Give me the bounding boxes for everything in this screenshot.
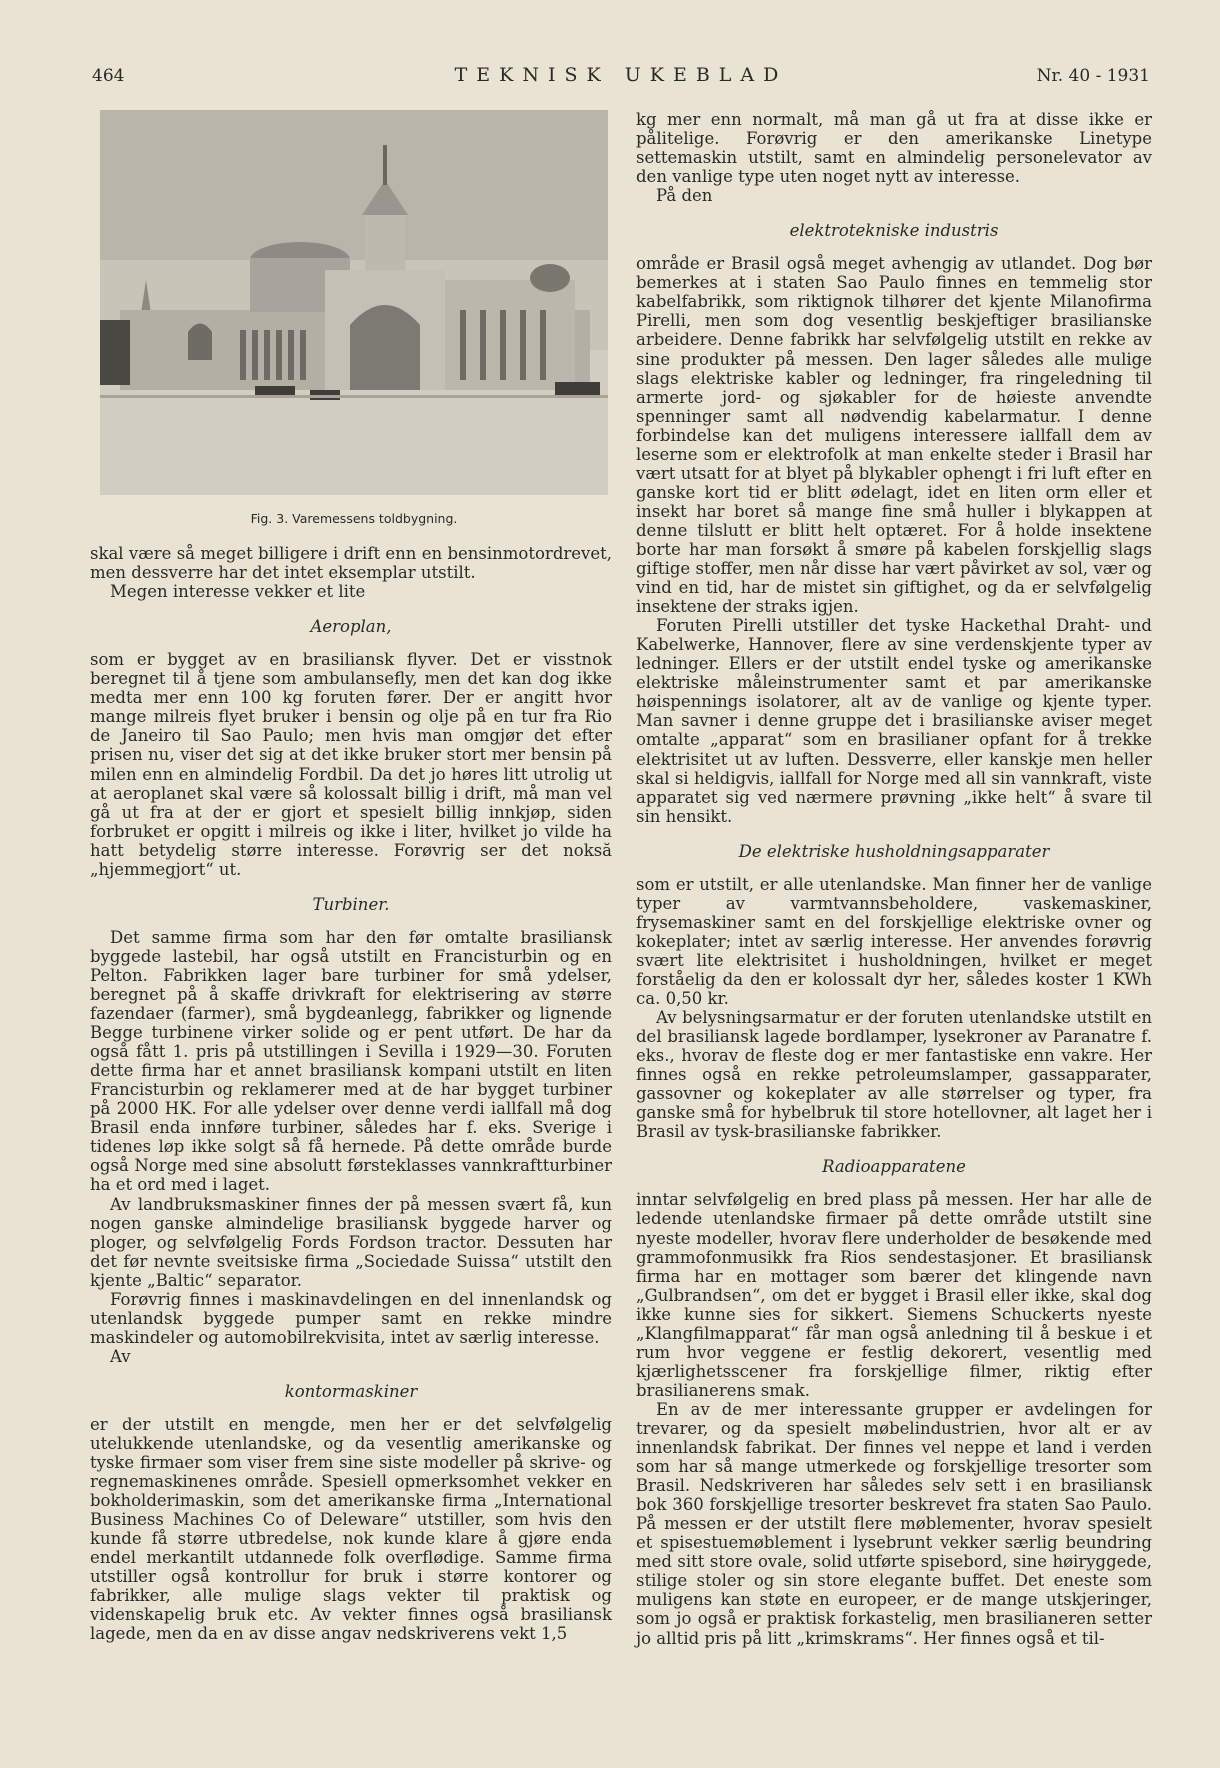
paragraph: område er Brasil også meget avhengig av utlandet. Dog bør bemerkes at i staten Sao Paulo finnes en temmelig stor kabelfabrikk, som riktignok tilhører det kjente Milanofirma Pirelli, men som dog vesentlig beskjeftiger brasilianske arbeidere. Denne fabrikk har selvfølgelig utstilt en rekke av sine produkter på messen. Den lager således alle mulige slags elektriske kabler og ledninger, fra ringeledning til armerte jord- og sjøkabler for de høieste anvendte spenninger samt all nødvendig kabelarmatur. I denne forbindelse kan det muligens interessere iallfall dem av leserne som er elektrofolk at man enkelte steder i Brasil har vært utsatt for at blyet på blykabler ophengt i fri luft efter en ganske kort tid er blitt ødelagt, idet en liten orm eller et insekt har boret så mange fine små huller i blykappen at denne tilslutt er blitt helt optæret. For å holde insektene borte har man forsøkt å smøre på kabelen forskjellig slags giftige stoffer, men når disse har vært påvirket av sol, vær og vind en tid, har de mistet sin giftighet, og da er selvfølgelig insektene der straks igjen.	[636, 254, 1152, 617]
paragraph: Megen interesse vekker et lite	[110, 582, 366, 602]
paragraph: inntar selvfølgelig en bred plass på messen. Her har alle de ledende utenlandske firmaer på dette område utstilt sine nyeste modeller, hvorav flere underholder de besøkende med grammofonmusikk fra Rios sendestasjoner. Et brasiliansk firma har en mottager som bærer det klingende navn „Gulbrandsen“, om det er bygget i Brasil eller ikke, skal dog ikke kunne sies for sikkert. Siemens Schuckerts nyeste „Klangfilmapparat“ får man også anledning til å beskue i et rum hvor veggene er festlig dekorert, vesentlig med kjærlighetsscener fra forskjellige filmer, riktig efter brasilianerens smak.	[636, 1190, 1152, 1400]
section-heading-radioapparatene: Radioapparatene	[822, 1157, 966, 1177]
paragraph: skal være så meget billigere i drift enn en bensinmotordrevet, men dessverre har det intet eksemplar utstilt.	[90, 544, 612, 583]
paragraph: kg mer enn normalt, må man gå ut fra at disse ikke er pålitelige. Forøvrig er den amerikanske Linetype settemaskin utstilt, samt en almindelig personelevator av den vanlige type uten noget nytt av interesse.	[636, 110, 1152, 187]
running-head	[92, 62, 1150, 92]
page-number: 464	[92, 66, 125, 86]
paragraph: som er bygget av en brasiliansk flyver. Det er visstnok beregnet til å tjene som ambulansefly, men det kan dog ikke medta mer enn 100 kg foruten fører. Der er angitt hvor mange milreis flyet bruker i bensin og olje på en tur fra Rio de Janeiro til Sao Paulo; men hvis man omgjør det efter prisen nu, viser det sig at det ikke bruker stort mer bensin på milen enn en almindelig Fordbil. Da det jo høres litt utrolig ut at aeroplanet skal være så kolossalt billig i drift, må man vel gå ut fra at der er gjort et spesielt billig innkjøp, siden forbruket er opgitt i milreis og ikke i liter, hvilket jo vilde ha hatt betydelig større interesse. Forøvrig ser det noksă „hjemmegjort“ ut.	[90, 650, 612, 879]
figure-caption: Fig. 3. Varemessens toldbygning.	[250, 511, 458, 526]
paragraph: er der utstilt en mengde, men her er det selvfølgelig utelukkende utenlandske, og da vesentlig amerikanske og tyske firmaer som viser frem sine siste modeller på skrive- og regnemaskinenes område. Spesiell opmerksomhet vekker en bokholderimaskin, som det amerikanske firma „International Business Machines Co of Deleware“ utstiller, som hvis den kunde få større utbredelse, nok kunde klare å gjøre enda endel merkantilt utdannede folk overflødige. Samme firma utstiller også kontrollur for bruk i større kontorer og fabrikker, alle mulige slags vekter til praktisk og videnskapelig bruk etc. Av vekter finnes også brasiliansk lagede, men da en av disse angav nedskriverens vekt 1,5	[90, 1414, 612, 1644]
journal-title: TEKNISK UKEBLAD	[454, 64, 788, 86]
right-column	[636, 110, 1152, 1648]
section-heading-aeroplan: Aeroplan,	[310, 617, 392, 637]
exhibition-building-photo	[100, 110, 608, 495]
left-column	[90, 110, 612, 1644]
paragraph: Av	[110, 1346, 131, 1366]
section-heading-husholdning: De elektriske husholdningsapparater	[738, 841, 1050, 861]
figure	[100, 110, 608, 528]
issue-number: Nr. 40 - 1931	[1036, 66, 1150, 86]
paragraph: Av landbruksmaskiner finnes der på messen svært få, kun nogen ganske almindelige brasiliansk byggede harver og ploger, og selvfølgelig Fords Fordson tractor. Dessuten har det før nevnte sveitsiske firma „Sociedade Suissa“ utstilt den kjente „Baltic“ separator.	[90, 1194, 612, 1290]
paragraph: En av de mer interessante grupper er avdelingen for trevarer, og da spesielt møbelindustrien, hvor alt er av innenlandsk fabrikat. Der finnes vel neppe et land i verden som har så mange utmerkede og forskjellige tresorter som Brasil. Nedskriveren har således selv sett i en brasiliansk bok 360 forskjellige tresorter beskrevet fra staten Sao Paulo. På messen er der utstilt flere møblementer, hvorav spesielt et spisestuemøblement i lysebrunt vekker særlig beundring med sitt store ovale, solid utførte spisebord, sine høiryggede, stilige stoler og sin store elegante buffet. Det eneste som muligens kan støte en europeer, er de mange utskjeringer, som jo også er praktisk forkastelig, men brasilianeren setter jo alltid pris på litt „krimskrams“. Her finnes også et til-	[636, 1399, 1152, 1648]
paragraph: som er utstilt, er alle utenlandske. Man finner her de vanlige typer av varmtvannsbeholdere, vaskemaskiner, frysemaskiner samt en del forskjellige elektriske ovner og kokeplater; intet av særlig interesse. Her anvendes forøvrig svært lite elektrisitet i husholdningen, hvilket er meget forståelig da den er kolossalt dyr her, således koster 1 KWh ca. 0,50 kr.	[636, 874, 1152, 1009]
paragraph: Forøvrig finnes i maskinavdelingen en del innenlandsk og utenlandsk byggede pumper samt en rekke mindre maskindeler og automobilrekvisita, intet av særlig interesse.	[90, 1289, 612, 1347]
paragraph: Foruten Pirelli utstiller det tyske Hackethal Draht- und Kabelwerke, Hannover, flere av sine verdenskjente typer av ledninger. Ellers er der utstilt endel tyske og amerikanske elektriske måleinstrumenter samt et par amerikanske høispennings isolatorer, alt av de vanlige og kjente typer. Man savner i denne gruppe det i brasilianske aviser meget omtalte „apparat“ som en brasilianer opfant for å trekke elektrisitet ut av luften. Dessverre, eller kanskje men heller skal si heldigvis, iallfall for Norge med all sin vannkraft, viste apparatet sig ved nærmere prøvning „ikke helt“ å svare til sin hensikt.	[636, 616, 1152, 826]
section-heading-kontormaskiner: kontormaskiner	[284, 1381, 418, 1401]
section-heading-elektrotekniske: elektrotekniske industris	[789, 221, 999, 241]
section-heading-turbiner: Turbiner.	[312, 894, 390, 914]
paragraph: Av belysningsarmatur er der foruten utenlandske utstilt en del brasiliansk lagede bordlamper, lysekroner av Paranatre f. eks., hvorav de fleste dog er mer fantastiske enn vakre. Her finnes også en rekke petroleumslamper, gassapparater, gassovner og kokeplater av alle størrelser og typer, fra ganske små for hybelbruk til store hotellovner, alt laget her i Brasil av tysk-brasilianske fabrikker.	[636, 1008, 1152, 1142]
paragraph: På den	[656, 186, 713, 206]
paragraph: Det samme firma som har den før omtalte brasiliansk byggede lastebil, har også utstilt en Francisturbin og en Pelton. Fabrikken lager bare turbiner for små ydelser, beregnet på å skaffe drivkraft for elektrisering av større fazendaer (farmer), små bygdeanlegg, fabrikker og lignende Begge turbinene virker solide og er pent utført. De har da også fått 1. pris på utstillingen i Sevilla i 1929—30. Foruten dette firma har et annet brasiliansk kompani utstilt en liten Francisturbin og reklamerer med at de har bygget turbiner på 2000 HK. For alle ydelser over denne verdi iallfall må dog Brasil enda innføre turbiner, således har f. eks. Sverige i tidenes løp ikke solgt så få hernede. På dette område burde også Norge med sine absolutt førsteklasses vannkraftturbiner ha et ord med i laget.	[90, 927, 612, 1195]
